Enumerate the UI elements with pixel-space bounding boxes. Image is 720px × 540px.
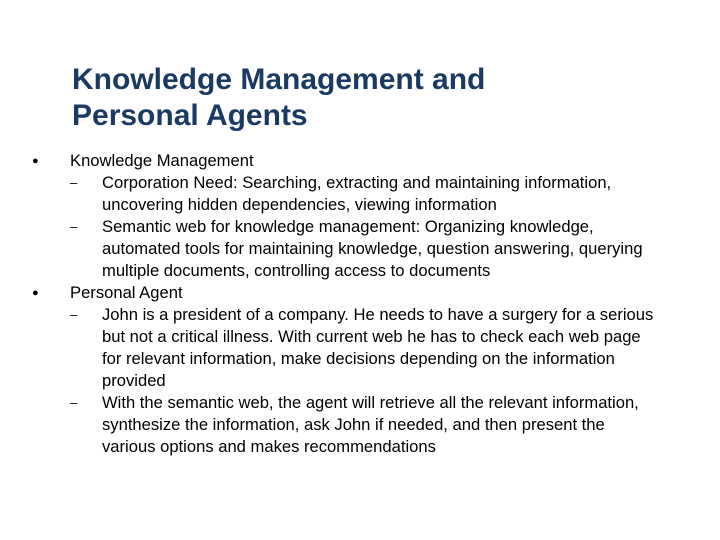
bullet-label: Knowledge Management — [70, 151, 254, 170]
bullet-label: Personal Agent — [70, 283, 183, 302]
sub-bullet-item — [30, 216, 662, 282]
dash-icon: – — [70, 395, 78, 410]
slide-content — [30, 150, 690, 458]
dash-icon: – — [70, 175, 78, 190]
dash-icon: – — [70, 219, 78, 234]
title-line-1: Knowledge Management and — [72, 63, 486, 96]
bullet-icon: ● — [32, 155, 39, 167]
sub-bullet-text: With the semantic web, the agent will retrieve all the relevant information, synthesize the information, ask John if needed, and then present the various options and makes recommendations — [102, 393, 639, 456]
slide-title — [72, 62, 672, 134]
bullet-item — [30, 282, 690, 304]
sub-bullet-text: John is a president of a company. He needs to have a surgery for a serious but not a critical illness. With current web he has to check each web page for relevant information, make decisions depending on the information provided — [102, 305, 654, 390]
sub-bullet-item — [30, 392, 662, 458]
sub-bullet-text: Corporation Need: Searching, extracting and maintaining information, uncovering hidden dependencies, viewing information — [102, 173, 612, 214]
sub-bullet-item — [30, 304, 662, 392]
sub-bullet-item — [30, 172, 662, 216]
sub-bullet-text: Semantic web for knowledge management: Organizing knowledge, automated tools for maintaining knowledge, question answering, querying multiple documents, controlling access to documents — [102, 217, 643, 280]
dash-icon: – — [70, 307, 78, 322]
bullet-icon: ● — [32, 287, 39, 299]
title-line-2: Personal Agents — [72, 99, 308, 132]
bullet-item — [30, 150, 690, 172]
